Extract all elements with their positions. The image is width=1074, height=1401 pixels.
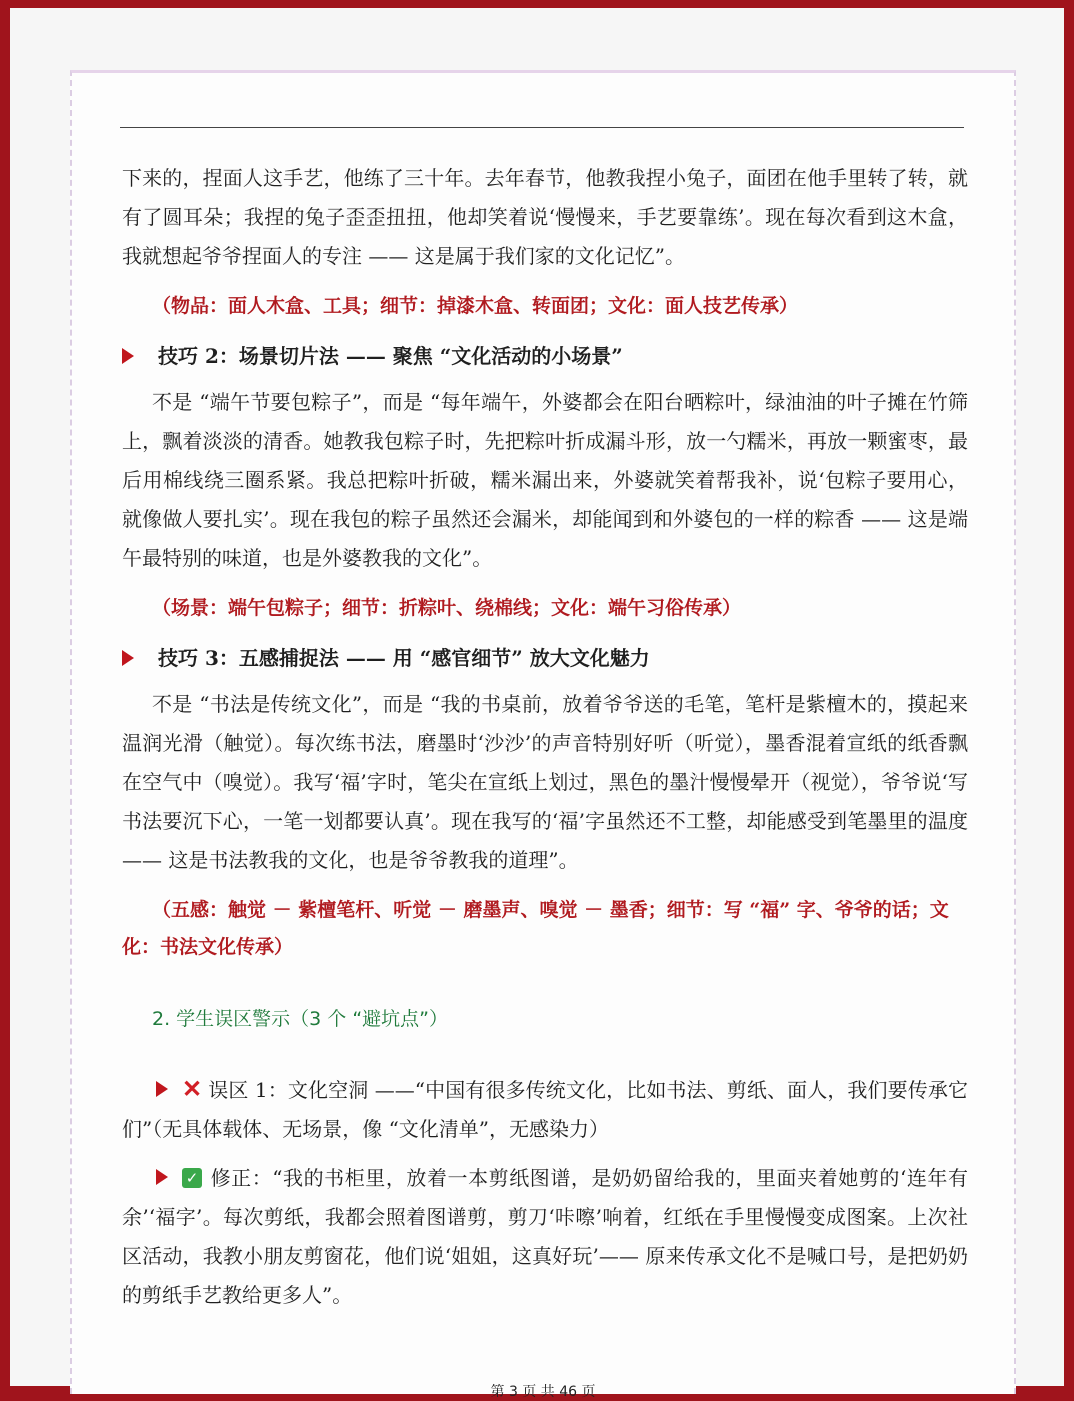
note-scene: （场景：端午包粽子；细节：折粽叶、绕棉线；文化：端午习俗传承） (152, 597, 742, 619)
right-arrow-icon (122, 650, 134, 666)
tip-2-paragraph: 不是 “端午节要包粽子”，而是 “每年端午，外婆都会在阳台晒粽叶，绿油油的叶子摊在竹筛上，飘着淡淡的清香。她教我包粽子时，先把粽叶折成漏斗形，放一勺糯米，再放一颗蜜枣，最后用棉线绕三圈系紧。我总把粽叶折破，糯米漏出来，外婆就笑着帮我补，说‘包粽子要用心，就像做人要扎实’。现在我包的粽子虽然还会漏米，却能闻到和外婆包的一样的粽香 —— 这是端午最特别的味道，也是外婆教我的文化”。 (122, 390, 968, 570)
fix-1-text: 修正：“我的书柜里，放着一本剪纸图谱，是奶奶留给我的，里面夹着她剪的‘连年有余’‘福字’。每次剪纸，我都会照着图谱剪，剪刀‘咔嚓’响着，红纸在手里慢慢变成图案。上次社区活动，我教小朋友剪窗花，他们说‘姐姐，这真好玩’—— 原来传承文化不是喊口号，是把奶奶的剪纸手艺教给更多人”。 (122, 1166, 968, 1307)
section-2-title: 2. 学生误区警示（3 个 “避坑点”） (152, 1008, 449, 1030)
mistake-1-text: 误区 1：文化空洞 ——“中国有很多传统文化，比如书法、剪纸、面人，我们要传承它们”（无具体载体、无场景，像 “文化清单”，无感染力） (122, 1078, 968, 1141)
fix-1 (122, 1159, 968, 1315)
right-arrow-icon (156, 1081, 168, 1097)
header-rule (120, 127, 964, 128)
note-items: （物品：面人木盒、工具；细节：掉漆木盒、转面团；文化：面人技艺传承） (152, 295, 799, 317)
document-page (70, 70, 1016, 1400)
intro-paragraph: 下来的，捏面人这手艺，他练了三十年。去年春节，他教我捏小兔子，面团在他手里转了转，就有了圆耳朵；我捏的兔子歪歪扭扭，他却笑着说‘慢慢来，手艺要靠练’。现在每次看到这木盒，我就想起爷爷捏面人的专注 —— 这是属于我们家的文化记忆”。 (122, 166, 968, 268)
mistake-1 (122, 1069, 968, 1149)
right-arrow-icon (122, 348, 134, 364)
tip-2-title: 技巧 2：场景切片法 —— 聚焦 “文化活动的小场景” (158, 343, 623, 368)
right-arrow-icon (156, 1169, 168, 1185)
tip-3-paragraph: 不是 “书法是传统文化”，而是 “我的书桌前，放着爷爷送的毛笔，笔杆是紫檀木的，摸起来温润光滑（触觉）。每次练书法，磨墨时‘沙沙’的声音特别好听（听觉），墨香混着宣纸的纸香飘在空气中（嗅觉）。我写‘福’字时，笔尖在宣纸上划过，黑色的墨汁慢慢晕开（视觉），爷爷说‘写书法要沉下心，一笔一划都要认真’。现在我写的‘福’字虽然还不工整，却能感受到笔墨里的温度 —— 这是书法教我的文化，也是爷爷教我的道理”。 (122, 692, 968, 872)
page-content (122, 159, 968, 1315)
tip-3-title: 技巧 3：五感捕捉法 —— 用 “感官细节” 放大文化魅力 (158, 645, 650, 670)
tip-3-heading (122, 641, 968, 675)
photo-frame (10, 8, 1064, 1400)
cross-mark-icon: ✕ (182, 1074, 203, 1103)
page-number: 第 3 页 共 46 页 (490, 1384, 596, 1400)
note-senses: （五感：触觉 － 紫檀笔杆、听觉 － 磨墨声、嗅觉 － 墨香；细节：写 “福” 字、爷爷的话；文化：书法文化传承） (122, 899, 949, 958)
tip-2-heading (122, 339, 968, 373)
check-box-icon: ✓ (182, 1168, 202, 1188)
